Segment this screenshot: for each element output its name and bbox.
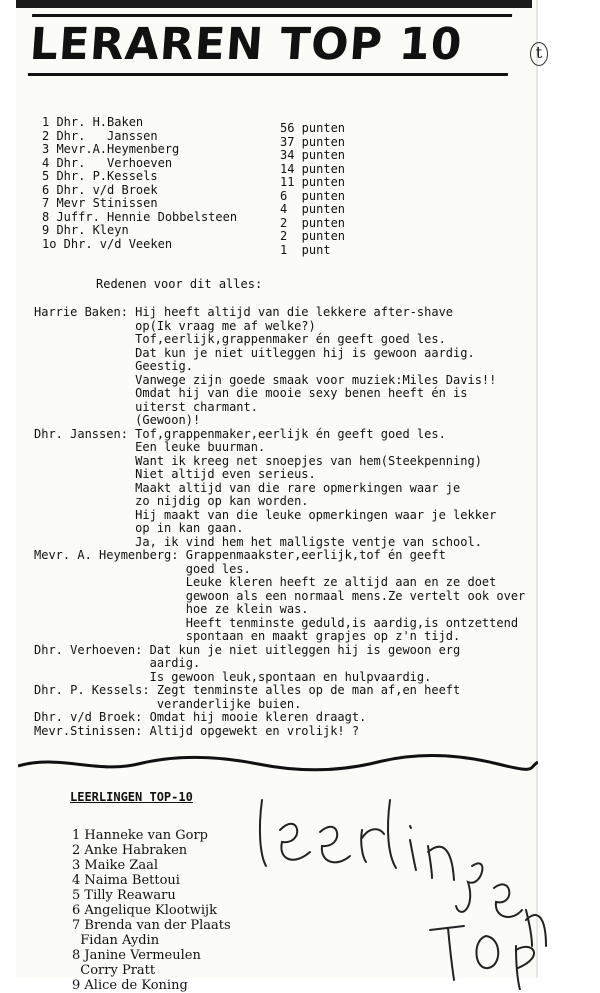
reason-line: Geestig. <box>34 359 193 373</box>
teacher-rank-row: 6 Dhr. v/d Broek <box>42 182 158 197</box>
reason-line: hoe ze klein was. <box>34 602 309 616</box>
reason-line: spontaan en maakt grapjes op z'n tijd. <box>34 629 461 643</box>
reason-line: veranderlijke buien. <box>34 696 302 711</box>
reasons-heading: Redenen voor dit alles: <box>96 277 263 291</box>
pupil-row: 6 Angelique Klootwijk <box>72 903 217 918</box>
teacher-points: 34 punten <box>280 148 346 162</box>
reason-entry <box>34 428 554 550</box>
teacher-rank-row: 4 Dhr. Verhoeven <box>42 155 173 170</box>
pupil-row: 4 Naima Bettoui <box>72 873 180 888</box>
reason-entry <box>34 725 554 739</box>
margin-note: t <box>530 42 548 66</box>
handwritten-pupils-heading <box>250 770 550 990</box>
reason-line: uiterst charmant. <box>34 399 258 414</box>
teacher-rank-row: 3 Mevr.A.Heymenberg <box>42 142 180 156</box>
teacher-points: 11 punten <box>280 175 346 189</box>
reason-line: Omdat hij van die mooie sexy benen heeft én is <box>34 386 468 400</box>
pupils-section <box>70 790 193 804</box>
reason-first-line: Dhr. Verhoeven: Dat kun je niet uitleggen hij is gewoon erg <box>34 642 461 657</box>
reason-entry <box>34 549 554 644</box>
reasons-list <box>34 306 554 738</box>
reason-line: aardig. <box>34 656 201 670</box>
reason-line: zo nijdig op kan worden. <box>34 494 309 508</box>
reason-line: Leuke kleren heeft ze altijd aan en ze doet <box>34 575 497 589</box>
reason-first-line: Dhr. Janssen: Tof,grappenmaker,eerlijk én geeft goed les. <box>34 426 446 441</box>
reason-line: Dat kun je niet uitleggen hij is gewoon aardig. <box>34 345 475 360</box>
reason-line: Is gewoon leuk,spontaan en hulpvaardig. <box>34 669 432 684</box>
teacher-rank-row: 9 Dhr. Kleyn <box>42 223 129 237</box>
teacher-rank-row: 8 Juffr. Hennie Dobbelsteen <box>42 209 238 224</box>
pupil-row: 7 Brenda van der Plaats <box>72 918 231 933</box>
reason-line: Heeft tenminste geduld,is aardig,is ontzettend <box>34 615 519 630</box>
reason-first-line: Dhr. v/d Broek: Omdat hij mooie kleren draagt. <box>34 710 367 724</box>
pupil-row: 1 Hanneke van Gorp <box>72 828 208 843</box>
reason-entry <box>34 306 554 428</box>
reason-line: Want ik kreeg net snoepjes van hem(Steekpenning) <box>34 453 482 468</box>
teacher-points: 6 punten <box>280 188 346 203</box>
teacher-points: 1 punt <box>280 242 331 257</box>
teacher-points: 2 punten <box>280 229 346 243</box>
pupils-title: LEERLINGEN TOP-10 <box>70 790 193 804</box>
reason-first-line: Dhr. P. Kessels: Zegt tenminste alles op de man af,en heeft <box>34 683 461 697</box>
reason-line: (Gewoon)! <box>34 413 201 427</box>
teacher-points: 56 punten <box>280 121 346 135</box>
reason-line: op in kan gaan. <box>34 521 244 535</box>
page-title: LERAREN TOP 10 <box>28 14 512 76</box>
reason-line: Tof,eerlijk,grappenmaker én geeft goed les. <box>34 332 446 346</box>
reason-first-line: Harrie Baken: Hij heeft altijd van die lekkere after-shave <box>34 305 454 319</box>
teacher-rank-row: 7 Mevr Stinissen <box>42 196 158 210</box>
teacher-rank-row: 2 Dhr. Janssen <box>42 128 158 143</box>
pupil-row: 5 Tilly Reawaru <box>72 888 176 903</box>
reason-line: Ja, ik vind hem het malligste ventje van school. <box>34 534 482 549</box>
top-black-bar <box>16 0 532 8</box>
teacher-points: 37 punten <box>280 134 346 149</box>
teacher-scores <box>280 122 400 257</box>
reason-line: Een leuke buurman. <box>34 440 266 454</box>
reason-line: goed les. <box>34 561 251 576</box>
reason-entry <box>34 644 554 685</box>
reason-line: Hij maakt van die leuke opmerkingen waar je lekker <box>34 507 497 522</box>
teacher-rank-row: 1 Dhr. H.Baken <box>42 115 144 129</box>
pupil-row: Corry Pratt <box>72 963 156 978</box>
reason-first-line: Mevr.Stinissen: Altijd opgewekt en vrolijk! ? <box>34 723 360 738</box>
pupil-row: 8 Janine Vermeulen <box>72 948 201 963</box>
teacher-ranking <box>42 116 282 251</box>
reason-line: gewoon als een normaal mens.Ze vertelt ook over <box>34 588 526 603</box>
reason-line: Maakt altijd van die rare opmerkingen waar je <box>34 480 461 495</box>
teacher-rank-row: 1o Dhr. v/d Veeken <box>42 236 173 251</box>
teacher-points: 14 punten <box>280 161 346 176</box>
pupil-row: 9 Alice de Koning <box>72 978 188 993</box>
pupil-row: Fidan Aydin <box>72 933 160 948</box>
reason-line: op(Ik vraag me af welke?) <box>34 318 316 333</box>
teacher-points: 4 punten <box>280 202 346 216</box>
teacher-points: 2 punten <box>280 215 346 230</box>
reason-line: Vanwege zijn goede smaak voor muziek:Miles Davis!! <box>34 372 497 387</box>
reason-line: Niet altijd even serieus. <box>34 467 316 481</box>
reason-entry <box>34 684 554 711</box>
reason-first-line: Mevr. A. Heymenberg: Grappenmaakster,eerlijk,tof én geeft <box>34 548 446 562</box>
teacher-rank-row: 5 Dhr. P.Kessels <box>42 169 158 183</box>
pupil-row: 2 Anke Habraken <box>72 843 188 858</box>
reason-entry <box>34 711 554 725</box>
pupil-row: 3 Maike Zaal <box>72 858 159 873</box>
